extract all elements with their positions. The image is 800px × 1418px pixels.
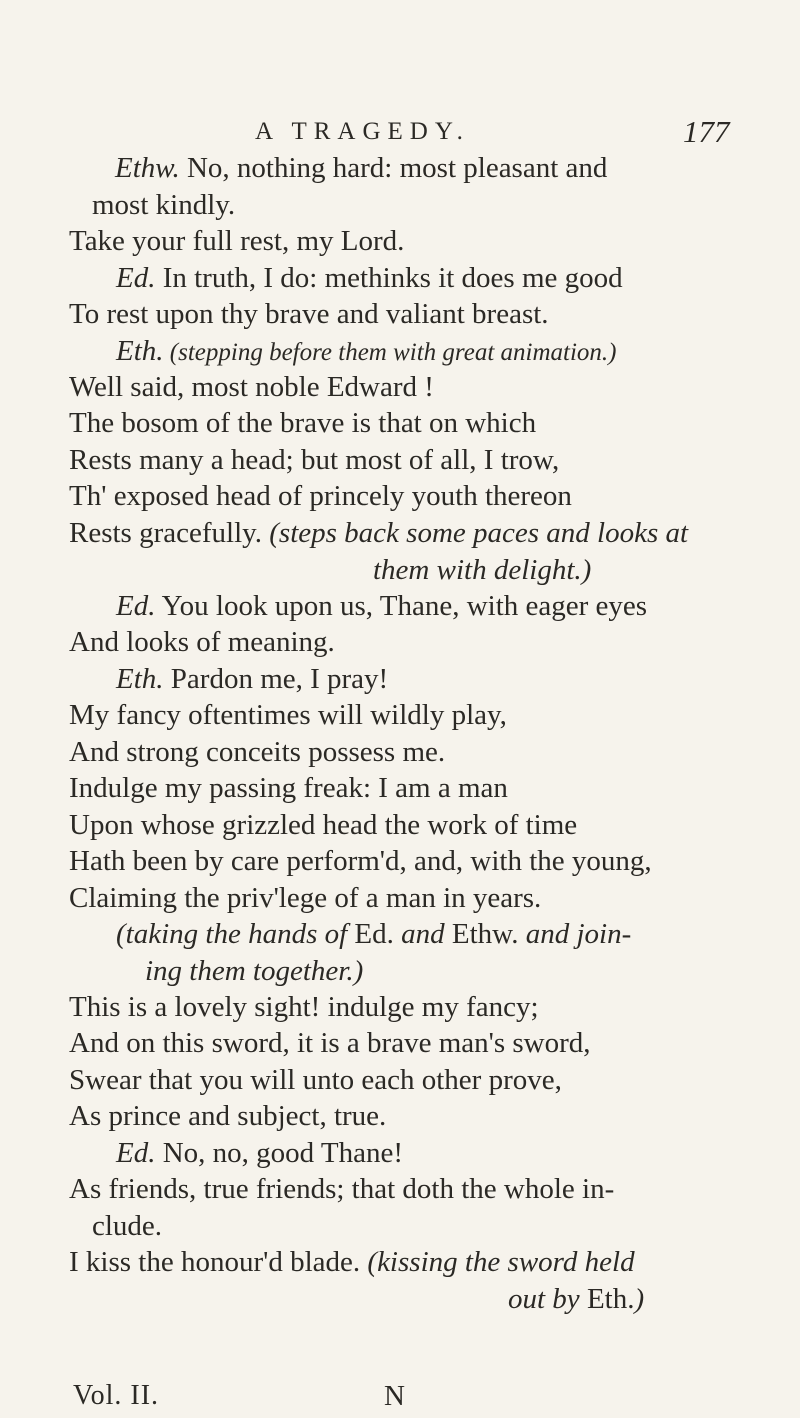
line-text: Ed.: [354, 918, 394, 950]
line-text: Swear that you will unto each other prove,: [69, 1064, 562, 1096]
line-text: Th' exposed head of princely youth thereon: [69, 480, 572, 512]
stage-direction: ): [634, 1283, 645, 1315]
speaker-name: Ed.: [116, 262, 156, 294]
text-line: [373, 552, 591, 588]
text-line: [69, 1025, 591, 1061]
stage-direction: them with delight.): [373, 554, 592, 586]
line-text: As prince and subject, true.: [69, 1100, 387, 1132]
line-text: To rest upon thy brave and valiant breast.: [69, 298, 549, 330]
text-line: [69, 843, 652, 879]
volume-label: Vol. II.: [73, 1380, 160, 1411]
stage-direction: out by: [508, 1283, 587, 1315]
text-line: [116, 588, 647, 624]
speaker-name: Eth.: [116, 663, 164, 695]
text-line: [69, 807, 577, 843]
line-text: Rests many a head; but most of all, I trow,: [69, 444, 560, 476]
line-text: Claiming the priv'lege of a man in years.: [69, 882, 542, 914]
stage-direction: (kissing the sword held: [367, 1246, 635, 1278]
line-text: Take your full rest, my Lord.: [69, 225, 405, 257]
text-line: [508, 1281, 644, 1317]
text-line: [69, 369, 434, 405]
text-line: [69, 989, 539, 1025]
line-text: You look upon us, Thane, with eager eyes: [155, 590, 648, 622]
stage-direction: and join-: [518, 918, 632, 950]
text-line: [69, 296, 549, 332]
text-line: [69, 1244, 635, 1280]
line-text: most kindly.: [92, 189, 236, 221]
line-text: No, no, good Thane!: [155, 1137, 404, 1169]
text-line: [69, 697, 507, 733]
text-line: [92, 187, 235, 223]
line-text: clude.: [92, 1210, 163, 1242]
text-line: [92, 1208, 162, 1244]
speaker-name: Ethw.: [115, 152, 180, 184]
speaker-name: Ed.: [116, 590, 156, 622]
speaker-name: Eth.: [116, 335, 164, 367]
stage-direction: (taking the hands of: [116, 918, 355, 950]
text-line: [69, 223, 404, 259]
line-text: In truth, I do: methinks it does me good: [155, 262, 623, 294]
line-text: Hath been by care perform'd, and, with the young,: [69, 845, 652, 877]
text-line: [69, 1062, 562, 1098]
line-text: I kiss the honour'd blade.: [69, 1246, 368, 1278]
text-line: [69, 1171, 614, 1207]
stage-direction: (steps back some paces and looks at: [269, 517, 689, 549]
text-line: [69, 515, 688, 551]
page-number: 177: [683, 114, 730, 149]
text-line: [115, 150, 607, 186]
line-text: This is a lovely sight! indulge my fancy;: [69, 991, 539, 1023]
text-line: [69, 1098, 386, 1134]
text-line: [69, 624, 335, 660]
text-line: [69, 405, 536, 441]
speaker-name: Ed.: [116, 1137, 156, 1169]
text-line: [69, 770, 508, 806]
line-text: Pardon me, I pray!: [163, 663, 389, 695]
text-line: [145, 953, 363, 989]
line-text: Eth.: [586, 1283, 635, 1315]
line-text: Upon whose grizzled head the work of time: [69, 809, 578, 841]
line-text: Ethw.: [451, 918, 519, 950]
text-line: [69, 734, 445, 770]
text-line: [116, 1135, 403, 1171]
text-line: [69, 478, 572, 514]
text-line: [69, 880, 541, 916]
stage-direction: and: [393, 918, 452, 950]
line-text: And strong conceits possess me.: [69, 736, 446, 768]
line-text: No, nothing hard: most pleasant and: [179, 152, 608, 184]
line-text: And looks of meaning.: [69, 626, 335, 658]
text-line: [116, 661, 388, 697]
text-line: [116, 916, 631, 952]
text-line: [116, 260, 623, 296]
line-text: My fancy oftentimes will wildly play,: [69, 699, 507, 731]
text-line: [69, 442, 559, 478]
line-text: The bosom of the brave is that on which: [69, 407, 537, 439]
line-text: Rests gracefully.: [69, 517, 270, 549]
text-line: [116, 333, 617, 371]
stage-direction: (stepping before them with great animation.): [163, 339, 617, 366]
stage-direction: ing them together.): [145, 955, 364, 987]
line-text: As friends, true friends; that doth the whole in-: [69, 1173, 615, 1205]
signature-mark: N: [384, 1380, 405, 1412]
line-text: And on this sword, it is a brave man's sword,: [69, 1027, 591, 1059]
line-text: Well said, most noble Edward !: [69, 371, 434, 403]
line-text: Indulge my passing freak: I am a man: [69, 772, 508, 804]
running-head: A TRAGEDY.: [255, 118, 470, 145]
